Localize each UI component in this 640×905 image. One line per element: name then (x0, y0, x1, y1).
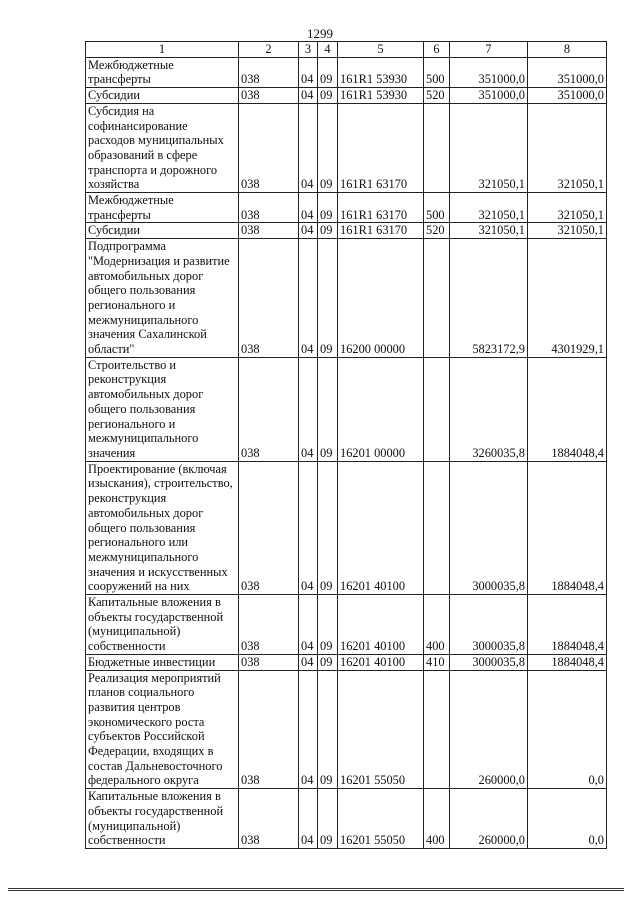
page-number: 1299 (307, 26, 333, 41)
row-subsection: 09 (318, 103, 338, 192)
header-col-4: 4 (318, 42, 338, 58)
row-amount-year1: 351000,0 (450, 57, 528, 87)
row-section: 04 (299, 57, 318, 87)
header-col-2: 2 (239, 42, 299, 58)
row-expense-type: 520 (424, 88, 450, 104)
row-amount-year2: 1884048,4 (528, 357, 607, 461)
row-ministry-code: 038 (239, 461, 299, 594)
row-ministry-code: 038 (239, 103, 299, 192)
row-subsection: 09 (318, 461, 338, 594)
row-amount-year2: 4301929,1 (528, 239, 607, 358)
row-section: 04 (299, 357, 318, 461)
header-col-5: 5 (338, 42, 424, 58)
row-expense-type: 500 (424, 57, 450, 87)
row-ministry-code: 038 (239, 88, 299, 104)
table-row (86, 595, 607, 655)
row-name: Бюджетные инвестиции (86, 654, 239, 670)
row-ministry-code: 038 (239, 654, 299, 670)
row-expense-type: 520 (424, 223, 450, 239)
row-amount-year2: 321050,1 (528, 223, 607, 239)
row-name: Субсидия на софинансирование расходов муниципальных образований в сфере транспорта и дорожного хозяйства (86, 103, 239, 192)
row-subsection: 09 (318, 654, 338, 670)
table-row (86, 461, 607, 594)
row-subsection: 09 (318, 88, 338, 104)
header-col-8: 8 (528, 42, 607, 58)
row-amount-year1: 260000,0 (450, 670, 528, 789)
row-section: 04 (299, 595, 318, 655)
row-amount-year2: 321050,1 (528, 193, 607, 223)
row-ministry-code: 038 (239, 357, 299, 461)
row-name: Субсидии (86, 88, 239, 104)
row-amount-year1: 3000035,8 (450, 461, 528, 594)
row-section: 04 (299, 103, 318, 192)
header-row (86, 42, 607, 58)
row-name: Межбюджетные трансферты (86, 193, 239, 223)
table-row (86, 239, 607, 358)
row-target-article: 16201 40100 (338, 654, 424, 670)
row-ministry-code: 038 (239, 239, 299, 358)
row-target-article: 161R1 63170 (338, 103, 424, 192)
row-target-article: 16200 00000 (338, 239, 424, 358)
row-ministry-code: 038 (239, 789, 299, 849)
table-row (86, 103, 607, 192)
row-section: 04 (299, 670, 318, 789)
budget-table (85, 41, 607, 849)
row-name: Межбюджетные трансферты (86, 57, 239, 87)
row-target-article: 16201 00000 (338, 357, 424, 461)
row-expense-type: 400 (424, 595, 450, 655)
row-name: Капитальные вложения в объекты государственной (муниципальной) собственности (86, 789, 239, 849)
table-row (86, 654, 607, 670)
header-col-1: 1 (86, 42, 239, 58)
table-row (86, 57, 607, 87)
row-expense-type (424, 239, 450, 358)
row-ministry-code: 038 (239, 193, 299, 223)
row-amount-year2: 1884048,4 (528, 461, 607, 594)
header-col-6: 6 (424, 42, 450, 58)
row-amount-year2: 351000,0 (528, 57, 607, 87)
row-expense-type (424, 357, 450, 461)
row-target-article: 161R1 53930 (338, 88, 424, 104)
row-name: Субсидии (86, 223, 239, 239)
row-amount-year2: 351000,0 (528, 88, 607, 104)
row-section: 04 (299, 239, 318, 358)
row-subsection: 09 (318, 670, 338, 789)
row-target-article: 161R1 53930 (338, 57, 424, 87)
row-subsection: 09 (318, 789, 338, 849)
row-expense-type: 400 (424, 789, 450, 849)
row-expense-type (424, 461, 450, 594)
row-subsection: 09 (318, 595, 338, 655)
row-amount-year1: 351000,0 (450, 88, 528, 104)
header-col-3: 3 (299, 42, 318, 58)
row-amount-year2: 1884048,4 (528, 595, 607, 655)
row-target-article: 161R1 63170 (338, 223, 424, 239)
row-amount-year1: 321050,1 (450, 193, 528, 223)
table-row (86, 357, 607, 461)
row-name: Капитальные вложения в объекты государственной (муниципальной) собственности (86, 595, 239, 655)
row-expense-type (424, 670, 450, 789)
row-section: 04 (299, 461, 318, 594)
row-name: Проектирование (включая изыскания), строительство, реконструкция автомобильных дорог общего пользования регионального или межмуниципального значения и искусственных сооружений на них (86, 461, 239, 594)
header-col-7: 7 (450, 42, 528, 58)
row-amount-year2: 0,0 (528, 670, 607, 789)
table-row (86, 789, 607, 849)
row-amount-year1: 3000035,8 (450, 654, 528, 670)
table-row (86, 223, 607, 239)
row-target-article: 16201 40100 (338, 461, 424, 594)
row-amount-year1: 260000,0 (450, 789, 528, 849)
row-amount-year1: 3260035,8 (450, 357, 528, 461)
row-amount-year2: 1884048,4 (528, 654, 607, 670)
row-name: Реализация мероприятий планов социального развития центров экономического роста субъектов Российской Федерации, входящих в состав Дальневосточного федерального округа (86, 670, 239, 789)
row-expense-type: 500 (424, 193, 450, 223)
row-ministry-code: 038 (239, 223, 299, 239)
table-row (86, 670, 607, 789)
row-section: 04 (299, 789, 318, 849)
row-section: 04 (299, 88, 318, 104)
row-amount-year1: 3000035,8 (450, 595, 528, 655)
row-amount-year2: 0,0 (528, 789, 607, 849)
row-target-article: 16201 40100 (338, 595, 424, 655)
table-row (86, 193, 607, 223)
row-target-article: 16201 55050 (338, 789, 424, 849)
row-ministry-code: 038 (239, 57, 299, 87)
table-row (86, 88, 607, 104)
row-amount-year1: 321050,1 (450, 223, 528, 239)
bottom-rule (8, 888, 624, 891)
row-section: 04 (299, 223, 318, 239)
row-target-article: 16201 55050 (338, 670, 424, 789)
row-name: Подпрограмма "Модернизация и развитие автомобильных дорог общего пользования регионального и межмуниципального значения Сахалинской области" (86, 239, 239, 358)
row-ministry-code: 038 (239, 670, 299, 789)
row-subsection: 09 (318, 357, 338, 461)
row-subsection: 09 (318, 223, 338, 239)
row-name: Строительство и реконструкция автомобильных дорог общего пользования регионального и межмуниципального значения (86, 357, 239, 461)
row-section: 04 (299, 193, 318, 223)
row-subsection: 09 (318, 239, 338, 358)
row-expense-type (424, 103, 450, 192)
row-amount-year1: 5823172,9 (450, 239, 528, 358)
row-expense-type: 410 (424, 654, 450, 670)
row-subsection: 09 (318, 193, 338, 223)
row-amount-year1: 321050,1 (450, 103, 528, 192)
row-ministry-code: 038 (239, 595, 299, 655)
row-amount-year2: 321050,1 (528, 103, 607, 192)
row-target-article: 161R1 63170 (338, 193, 424, 223)
row-section: 04 (299, 654, 318, 670)
row-subsection: 09 (318, 57, 338, 87)
